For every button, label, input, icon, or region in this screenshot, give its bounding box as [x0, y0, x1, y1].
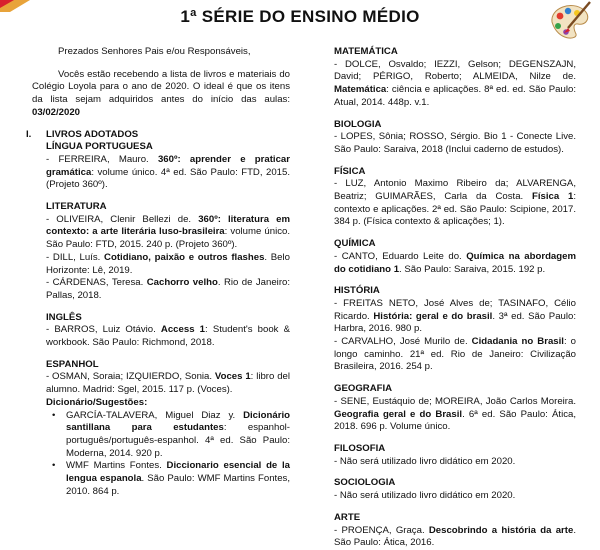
left-column: [26, 46, 290, 499]
dictionary-entry: • WMF Martins Fontes. Diccionario esencial de la lengua espanola. São Paulo: WMF Martins Fontes, 2010. 864 p.: [46, 460, 290, 498]
section-livros-adotados: [26, 129, 290, 499]
book-entry: - CANTO, Eduardo Leite do. Química na abordagem do cotidiano 1. São Paulo: Saraiva, 2015. 192 p.: [334, 250, 576, 275]
book-entry: - SENE, Eustáquio de; MOREIRA, João Carlos Moreira. Geografia geral e do Brasil. 6ª ed. São Paulo: Ática, 2018. 696 p. Volume único.: [334, 395, 576, 433]
subject-note: - Não será utilizado livro didático em 2020.: [334, 455, 516, 467]
letter-date: 03/02/2020: [32, 106, 81, 118]
book-entry: - CÁRDENAS, Teresa. Cachorro velho. Rio de Janeiro: Pallas, 2018.: [46, 277, 291, 301]
book-entry: - BARROS, Luiz Otávio. Access 1: Student's book & workbook. São Paulo: Richmond, 2018.: [46, 324, 290, 349]
subject-title-historia: HISTÓRIA: [334, 285, 380, 297]
book-entry: - PROENÇA, Graça. Descobrindo a história da arte. São Paulo: Ática, 2016.: [334, 524, 576, 549]
book-entry: - FREITAS NETO, José Alves de; TASINAFO, Célio Ricardo. História: geral e do brasil. 3ª ed. São Paulo: Harbra, 2016. 980 p.: [334, 297, 576, 335]
book-entry: - DILL, Luís. Cotidiano, paixão e outros flashes. Belo Horizonte: Lê, 2019.: [46, 251, 290, 276]
book-entry: - DOLCE, Osvaldo; IEZZI, Gelson; DEGENSZAJN, David; PÉRIGO, Roberto; ALMEIDA, Nilze de. Matemática: ciência e aplicações. 8ª ed. ed. São Paulo: Atual, 2014. 448p. v.1.: [334, 58, 576, 108]
paint-palette-icon: [546, 0, 592, 44]
book-entry: - FERREIRA, Mauro. 360º: aprender e praticar gramática: volume único. 4ª ed. São Paulo: FTD, 2015. (Projeto 360º).: [46, 153, 290, 191]
dictionary-entry: • GARCÍA-TALAVERA, Miguel Diaz y. Dicionário santillana para estudantes: espanhol-português/português-espanhol. 4ª ed. São Paulo: Moderna, 2014. 920 p.: [46, 410, 290, 461]
subject-title-filosofia: FILOSOFIA: [334, 442, 386, 454]
subject-title-sociologia: SOCIOLOGIA: [334, 477, 396, 489]
subject-title-arte: ARTE: [334, 511, 361, 523]
subject-title-fisica: FÍSICA: [334, 165, 366, 177]
dictionary-suggestions-title: Dicionário/Sugestões:: [46, 396, 148, 408]
subject-title-biologia: BIOLOGIA: [334, 118, 382, 130]
book-entry: - LUZ, Antonio Maximo Ribeiro da; ALVARENGA, Beatriz; GUIMARÃES, Carla da Costa. Física 1: contexto e aplicações. 2ª ed. São Paulo: Scipione, 2017. 384 p. (Física contexto & aplicações; 1).: [334, 178, 576, 228]
letter-body: [32, 69, 290, 120]
letter-body-text: Vocês estão recebendo a lista de livros e materiais do Colégio Loyola para o ano de 2020. O ideal é que os itens da lista sejam adquiridos antes do início das aulas:: [32, 68, 290, 106]
section-title: LIVROS ADOTADOS: [46, 128, 139, 140]
book-entry: - OLIVEIRA, Clenir Bellezi de. 360º: literatura em contexto: a arte literária luso-brasileira: volume único. São Paulo: FTD, 2015. 240 p. (Projeto 360º).: [46, 213, 290, 251]
subject-title-matematica: MATEMÁTICA: [334, 46, 398, 57]
right-column: [334, 46, 576, 550]
letter-intro: [26, 46, 290, 120]
subject-title-quimica: QUÍMICA: [334, 238, 376, 250]
subject-title-literatura: LITERATURA: [46, 201, 107, 213]
subject-title-ingles: INGLÊS: [46, 311, 82, 323]
book-entry: - LOPES, Sônia; ROSSO, Sérgio. Bio 1 - Conecte Live. São Paulo: Saraiva, 2018 (Inclui caderno de estudos).: [334, 131, 576, 155]
subject-note: - Não será utilizado livro didático em 2020.: [334, 490, 516, 502]
subject-title-espanhol: ESPANHOL: [46, 358, 99, 370]
section-numeral: I.: [26, 128, 32, 140]
subject-title-portugues: LÍNGUA PORTUGUESA: [46, 141, 153, 153]
book-entry: - CARVALHO, José Murilo de. Cidadania no Brasil: o longo caminho. 21ª ed. Rio de Janeiro: Civilização Brasileira, 2016. 254 p.: [334, 336, 577, 373]
letter-greeting: Prezados Senhores Pais e/ou Responsáveis,: [58, 46, 251, 57]
page-title: 1ª SÉRIE DO ENSINO MÉDIO: [180, 7, 420, 26]
subject-title-geografia: GEOGRAFIA: [334, 383, 393, 395]
book-entry: - OSMAN, Soraia; IZQUIERDO, Sonia. Voces 1: libro del alumno. Madrid: Sgel, 2015. 117 p. (Voces).: [46, 371, 290, 396]
